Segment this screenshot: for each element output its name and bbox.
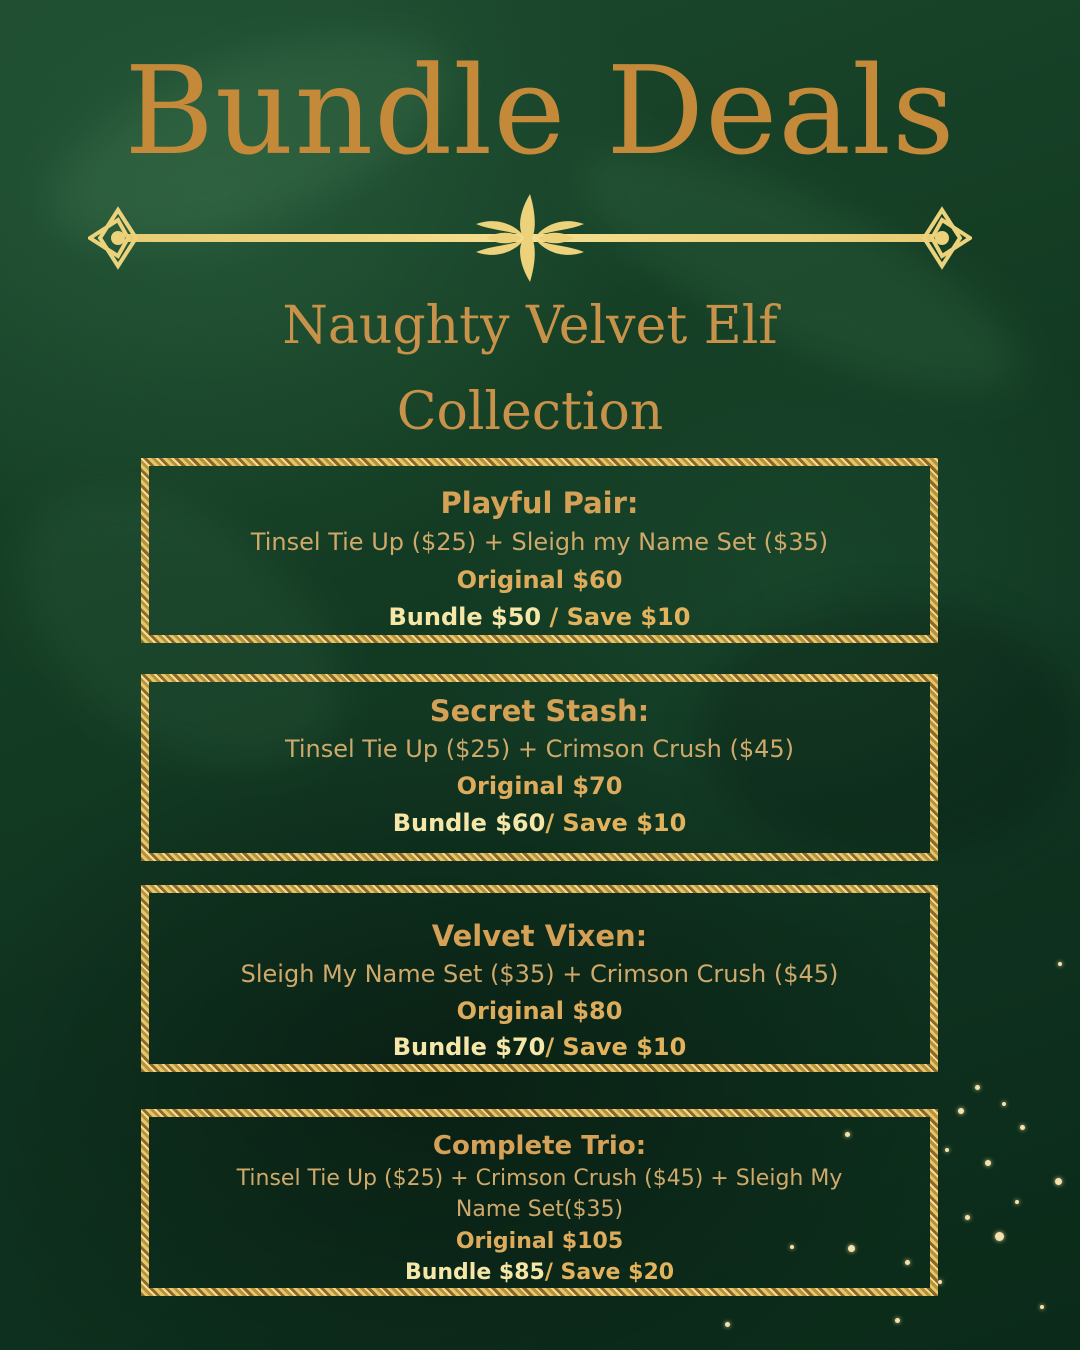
bundle-card-secret-stash: [141, 674, 938, 861]
bundle-savings: / Save $20: [544, 1260, 675, 1285]
bundle-items: Tinsel Tie Up ($25) + Crimson Crush ($45): [284, 735, 795, 763]
bundle-name: Secret Stash:: [429, 694, 650, 728]
bundle-savings: / Save $10: [545, 809, 687, 837]
bundle-original-price: Original $80: [456, 997, 623, 1025]
bundle-price: Bundle $70: [392, 1033, 546, 1061]
collection-subtitle-line1: Naughty Velvet Elf: [282, 296, 778, 356]
bundle-card-complete-trio: [141, 1109, 938, 1296]
bundle-price: Bundle $85: [404, 1260, 545, 1285]
bundle-name: Complete Trio:: [432, 1131, 647, 1161]
collection-subtitle-line2: Collection: [396, 382, 664, 442]
bundle-savings: / Save $10: [541, 603, 691, 631]
bundle-name: Playful Pair:: [440, 486, 639, 520]
bundle-deal-line: [149, 1259, 930, 1287]
bundle-items: Sleigh My Name Set ($35) + Crimson Crush ($45): [240, 960, 839, 988]
bundle-original-price: Original $70: [456, 772, 623, 800]
bundle-deal-line: [149, 1029, 930, 1065]
bundle-items: Tinsel Tie Up ($25) + Crimson Crush ($45) + Sleigh My Name Set($35): [236, 1166, 843, 1222]
bundle-savings: / Save $10: [545, 1033, 687, 1061]
ornamental-divider: [88, 190, 972, 286]
bundle-price: Bundle $60: [392, 809, 546, 837]
bundle-price: Bundle $50: [388, 603, 542, 631]
bundle-original-price: Original $105: [455, 1229, 624, 1254]
bundle-card-playful-pair: [141, 458, 938, 643]
bundle-name: Velvet Vixen:: [431, 919, 648, 953]
bundle-card-velvet-vixen: [141, 885, 938, 1072]
bundle-items: Tinsel Tie Up ($25) + Sleigh my Name Set ($35): [250, 528, 829, 556]
bundle-original-price: Original $60: [456, 566, 623, 594]
bundle-deal-line: [149, 598, 930, 636]
page-title: Bundle Deals: [124, 40, 956, 182]
bundle-deal-line: [149, 804, 930, 842]
